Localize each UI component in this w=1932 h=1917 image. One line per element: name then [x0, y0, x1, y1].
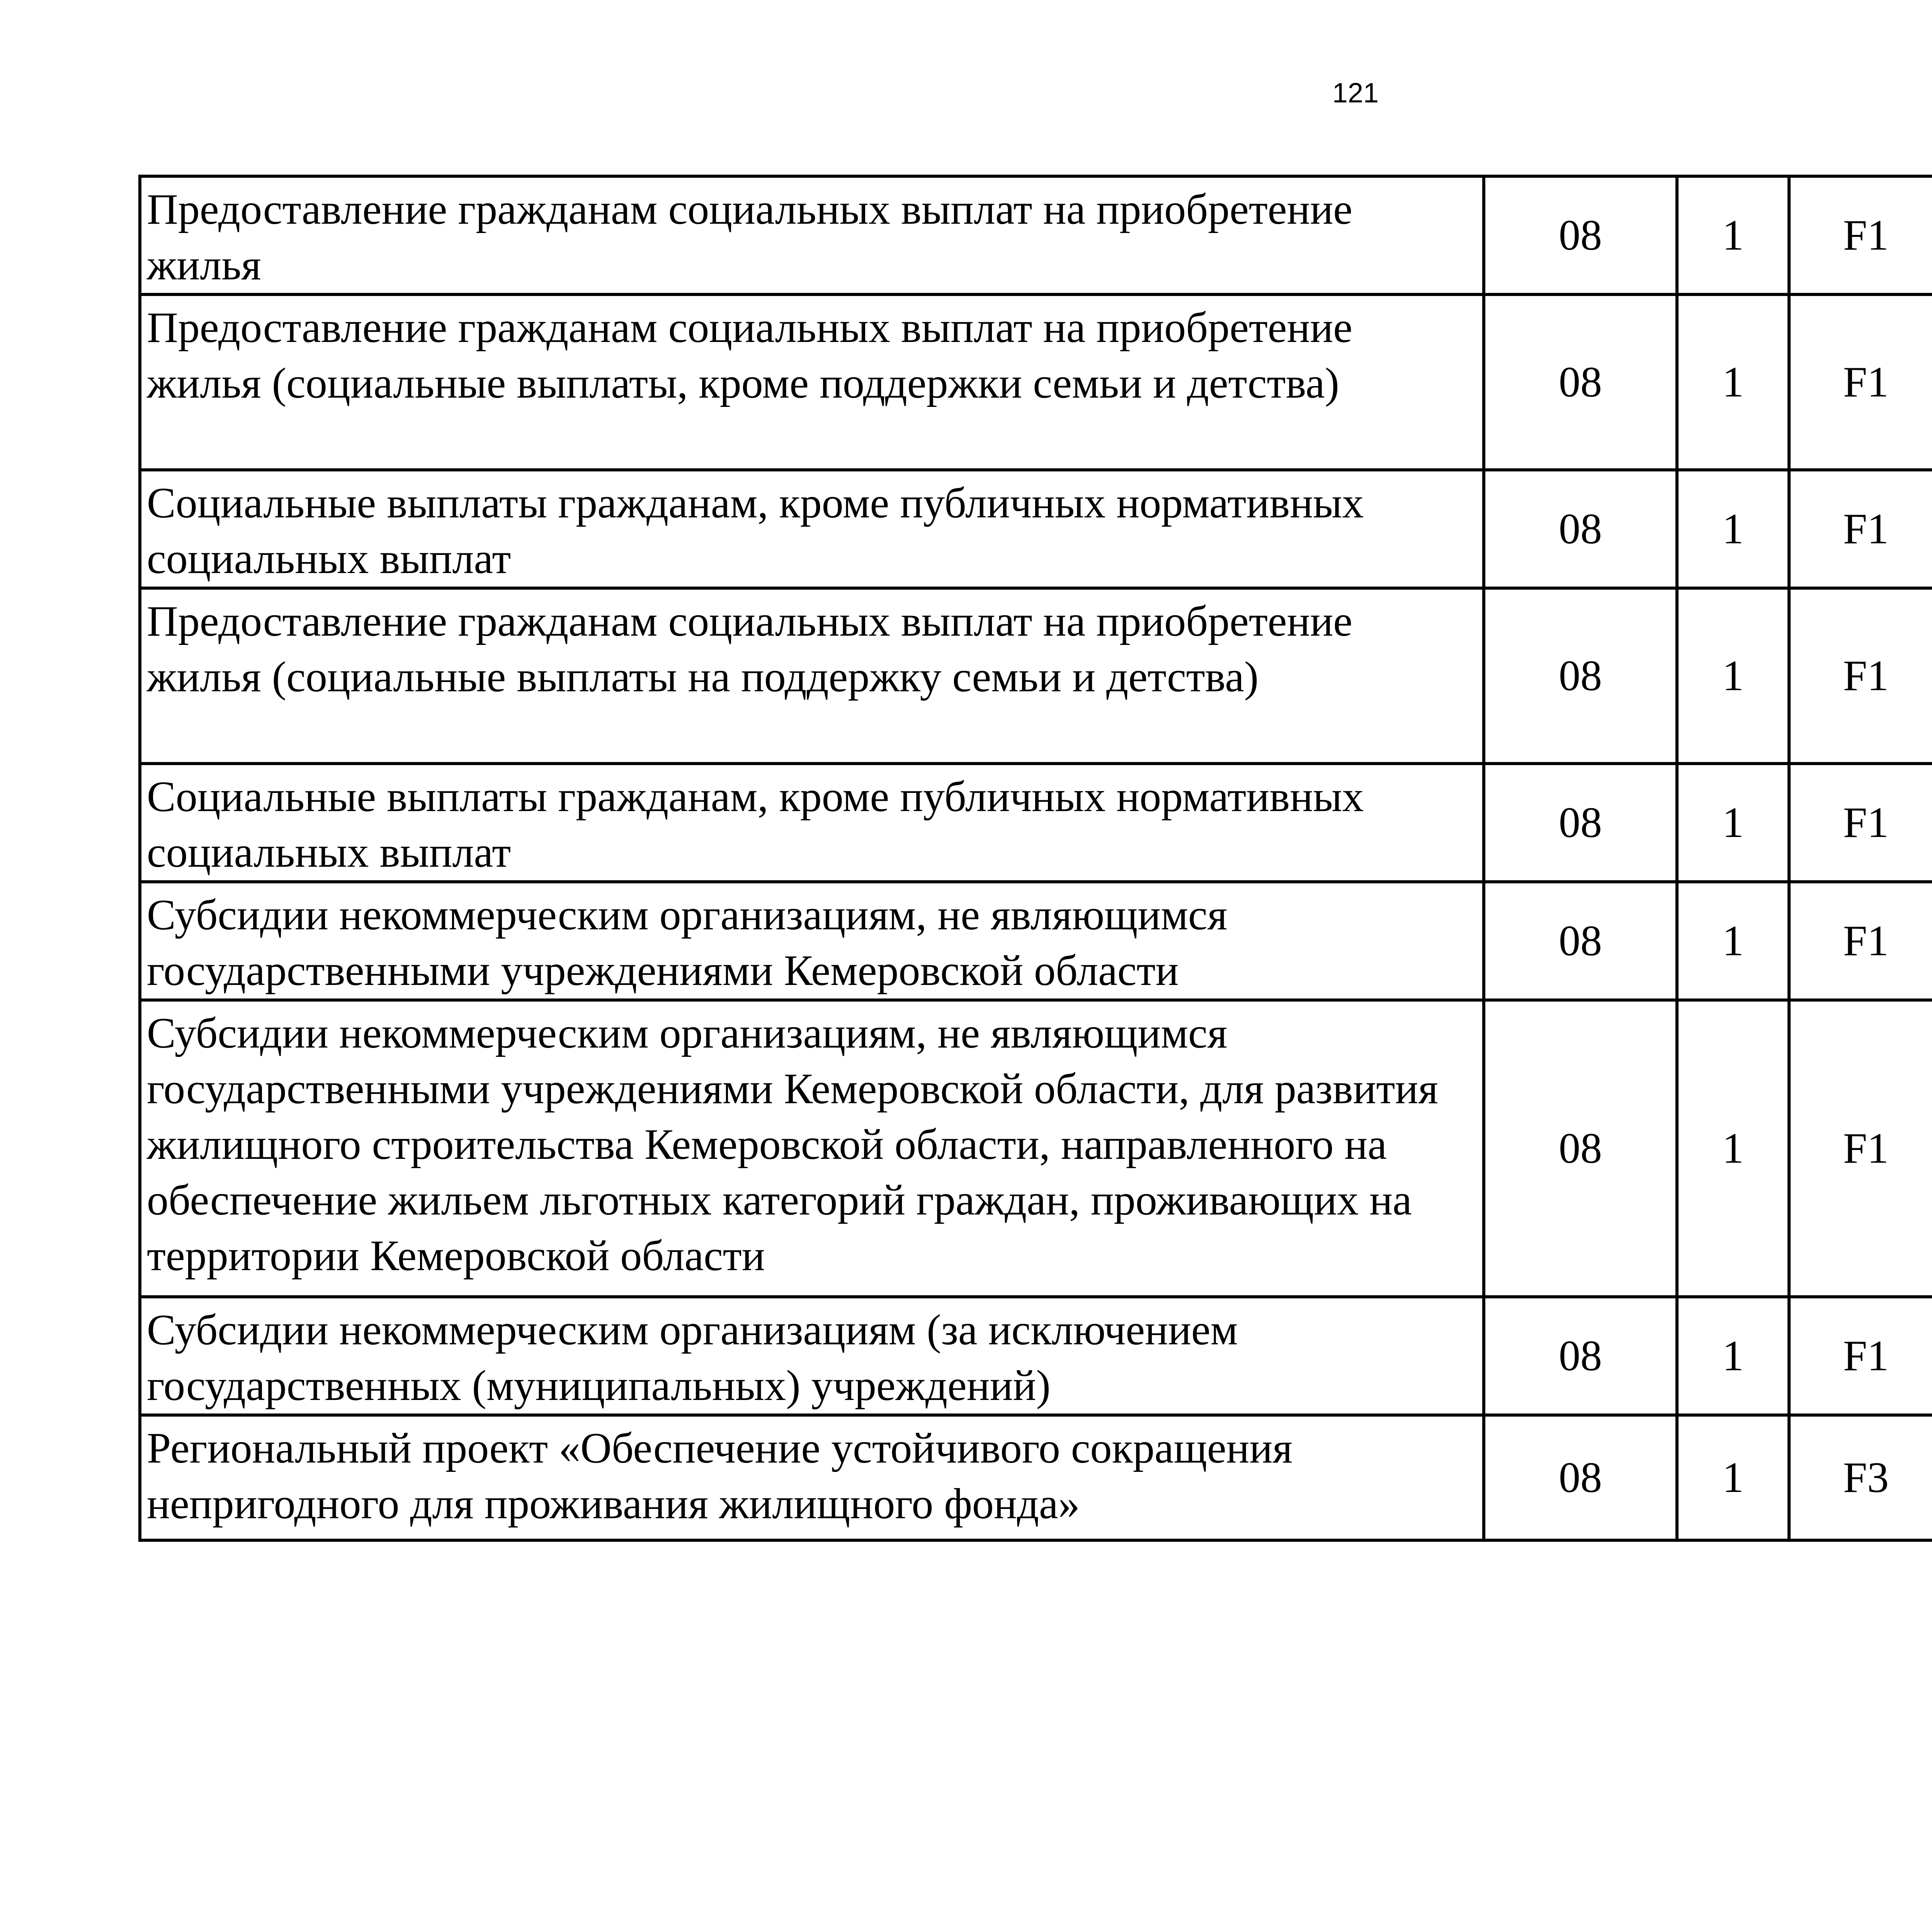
row-program-code: 1 — [1677, 1415, 1789, 1540]
row-description: Социальные выплаты гражданам, кроме публичных нормативных социальных выплат — [140, 470, 1484, 588]
row-description: Субсидии некоммерческим организациям, не являющимся государственными учреждениями Кемеровской области, для развития жилищного строительства Кемеровской области, направленного на обеспечение жильем льготных категорий граждан, проживающих на территории Кемеровской области — [140, 1000, 1484, 1297]
row-project-code: F1 — [1789, 588, 1932, 764]
row-description: Предоставление гражданам социальных выплат на приобретение жилья (социальные выплаты, кроме поддержки семьи и детства) — [140, 294, 1484, 470]
row-project-code: F1 — [1789, 176, 1932, 294]
row-section-code: 08 — [1484, 1415, 1677, 1540]
row-section-code: 08 — [1484, 1000, 1677, 1297]
row-project-code: F1 — [1789, 1297, 1932, 1415]
row-section-code: 08 — [1484, 588, 1677, 764]
row-program-code: 1 — [1677, 882, 1789, 1000]
table-row — [140, 176, 1932, 294]
row-section-code: 08 — [1484, 176, 1677, 294]
row-program-code: 1 — [1677, 294, 1789, 470]
row-section-code: 08 — [1484, 882, 1677, 1000]
table-row — [140, 764, 1932, 882]
row-program-code: 1 — [1677, 176, 1789, 294]
row-program-code: 1 — [1677, 1297, 1789, 1415]
row-program-code: 1 — [1677, 470, 1789, 588]
row-project-code: F1 — [1789, 764, 1932, 882]
table-row — [140, 1000, 1932, 1297]
table-row — [140, 882, 1932, 1000]
table-row — [140, 294, 1932, 470]
row-program-code: 1 — [1677, 764, 1789, 882]
row-project-code: F1 — [1789, 882, 1932, 1000]
table-row — [140, 588, 1932, 764]
row-project-code: F1 — [1789, 1000, 1932, 1297]
row-project-code: F3 — [1789, 1415, 1932, 1540]
row-section-code: 08 — [1484, 294, 1677, 470]
table-row — [140, 1297, 1932, 1415]
row-section-code: 08 — [1484, 470, 1677, 588]
row-description: Социальные выплаты гражданам, кроме публичных нормативных социальных выплат — [140, 764, 1484, 882]
row-project-code: F1 — [1789, 470, 1932, 588]
row-description: Субсидии некоммерческим организациям, не являющимся государственными учреждениями Кемеровской области — [140, 882, 1484, 1000]
row-description: Предоставление гражданам социальных выплат на приобретение жилья — [140, 176, 1484, 294]
row-program-code: 1 — [1677, 1000, 1789, 1297]
table-row — [140, 470, 1932, 588]
row-section-code: 08 — [1484, 1297, 1677, 1415]
page-number: 121 — [1332, 78, 1379, 109]
budget-table — [138, 175, 1932, 1542]
row-project-code: F1 — [1789, 294, 1932, 470]
row-section-code: 08 — [1484, 764, 1677, 882]
table-row — [140, 1415, 1932, 1540]
row-description: Субсидии некоммерческим организациям (за исключением государственных (муниципальных) учреждений) — [140, 1297, 1484, 1415]
row-description: Региональный проект «Обеспечение устойчивого сокращения непригодного для проживания жилищного фонда» — [140, 1415, 1484, 1540]
row-description: Предоставление гражданам социальных выплат на приобретение жилья (социальные выплаты на поддержку семьи и детства) — [140, 588, 1484, 764]
row-program-code: 1 — [1677, 588, 1789, 764]
